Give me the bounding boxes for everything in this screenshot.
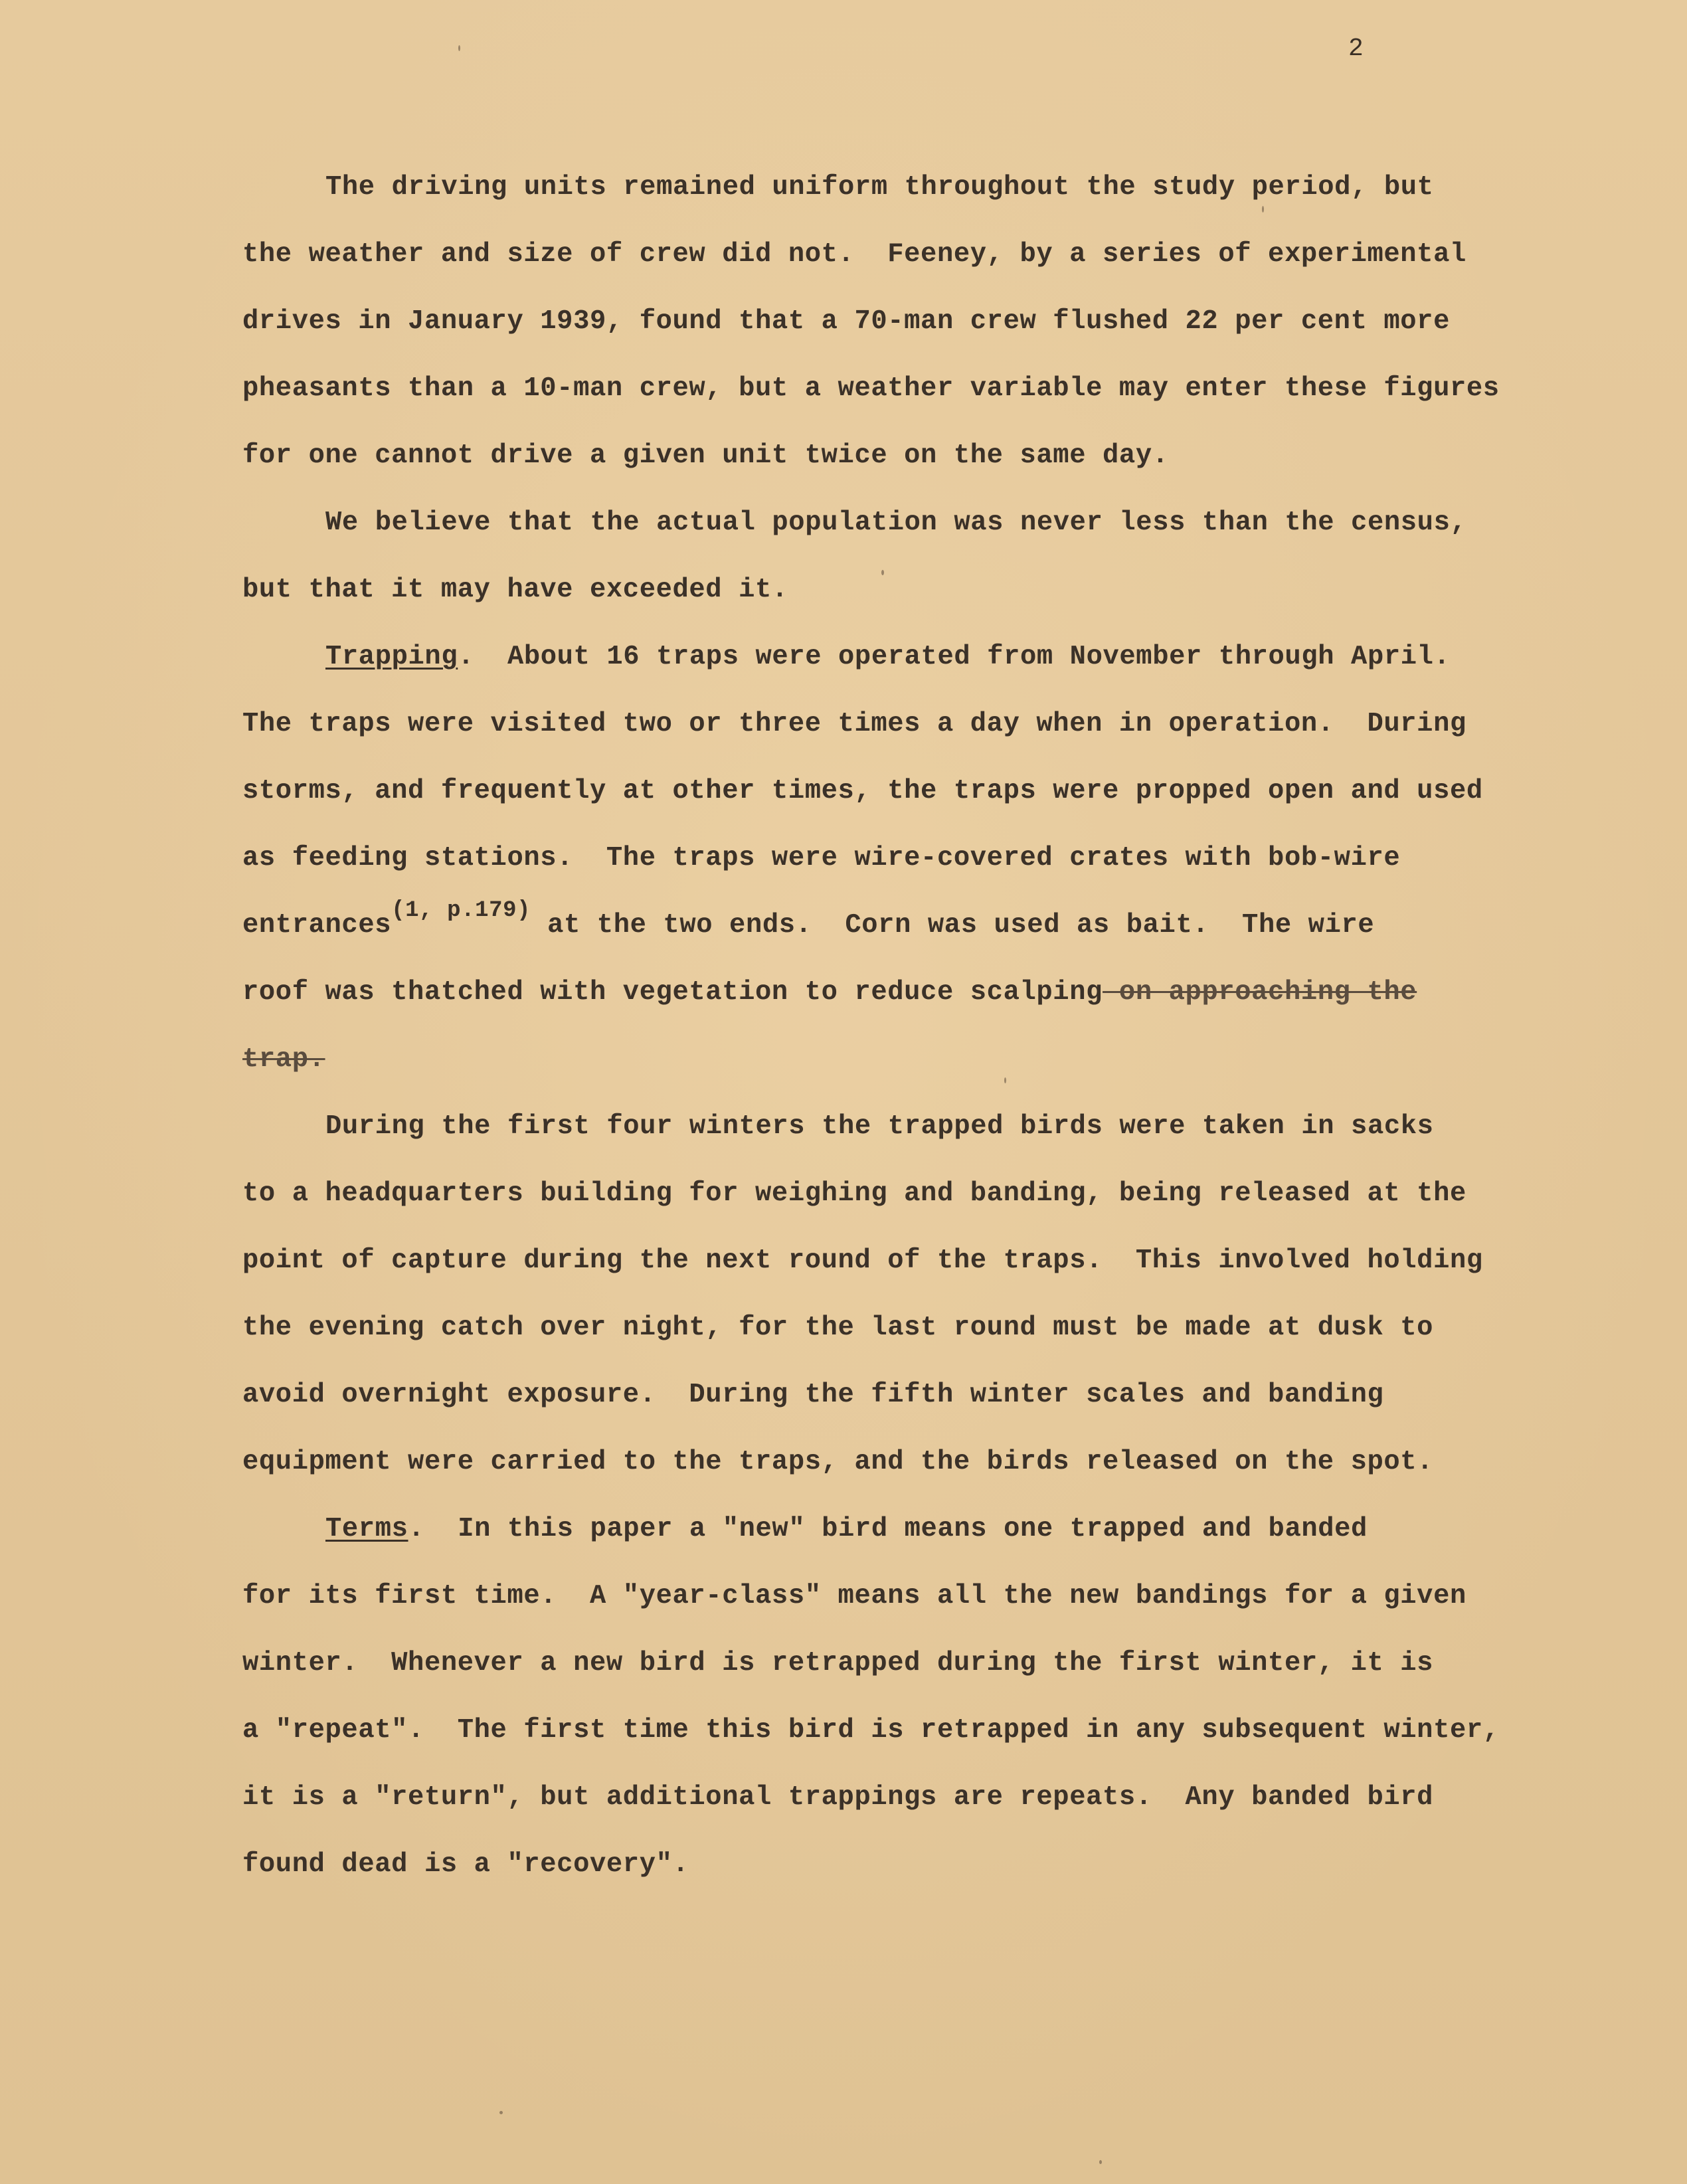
citation-superscript: (1, p.179): [391, 898, 531, 923]
text-line: a "repeat". The first time this bird is retrapped in any subsequent winter,: [242, 1715, 1500, 1746]
text-line: it is a "return", but additional trappings are repeats. Any banded bird: [242, 1782, 1434, 1813]
text-line: as feeding stations. The traps were wire-covered crates with bob-wire: [242, 843, 1401, 873]
text-line: [242, 979, 1417, 1006]
text-line: The traps were visited two or three times a day when in operation. During: [242, 709, 1466, 739]
text-line: for its first time. A "year-class" means all the new bandings for a given: [242, 1581, 1466, 1611]
text-line: the evening catch over night, for the last round must be made at dusk to: [242, 1313, 1434, 1343]
text-run: . In this paper a "new" bird means one trapped and banded: [408, 1514, 1368, 1544]
text-line: winter. Whenever a new bird is retrapped during the first winter, it is: [242, 1648, 1434, 1679]
text-line: drives in January 1939, found that a 70-man crew flushed 22 per cent more: [242, 306, 1450, 337]
paper-speck: [458, 45, 460, 51]
paper-speck: [1099, 2160, 1102, 2164]
page-number: 2: [1348, 35, 1364, 63]
text-run: roof was thatched with vegetation to reduce scalping: [242, 977, 1103, 1008]
paper-speck: [881, 570, 884, 575]
struck-text: on approaching the: [1103, 977, 1417, 1008]
section-heading-terms: Terms: [325, 1514, 408, 1544]
section-heading-trapping: Trapping: [325, 642, 458, 672]
text-line: found dead is a "recovery".: [242, 1849, 689, 1880]
text-line: [325, 1516, 1368, 1543]
struck-text: trap.: [242, 1044, 325, 1075]
text-line: the weather and size of crew did not. Feeney, by a series of experimental: [242, 239, 1466, 270]
text-line: [242, 1046, 325, 1073]
text-line: [325, 644, 1450, 671]
text-line: equipment were carried to the traps, and the birds released on the spot.: [242, 1447, 1434, 1477]
text-line: avoid overnight exposure. During the fifth winter scales and banding: [242, 1380, 1384, 1410]
paper-speck: [1262, 206, 1264, 213]
text-line: but that it may have exceeded it.: [242, 575, 788, 605]
text-run: entrances: [242, 910, 392, 941]
text-line: [242, 898, 1375, 941]
text-line: pheasants than a 10-man crew, but a weather variable may enter these figures: [242, 373, 1500, 404]
text-line: to a headquarters building for weighing and banding, being released at the: [242, 1178, 1466, 1209]
text-line: The driving units remained uniform throughout the study period, but: [325, 172, 1434, 203]
text-run: at the two ends. Corn was used as bait. The wire: [531, 910, 1375, 941]
text-line: point of capture during the next round of the traps. This involved holding: [242, 1245, 1483, 1276]
paper-speck: [1004, 1077, 1006, 1083]
text-line: storms, and frequently at other times, the traps were propped open and used: [242, 776, 1483, 806]
text-line: During the first four winters the trapped birds were taken in sacks: [325, 1111, 1434, 1142]
text-line: for one cannot drive a given unit twice on the same day.: [242, 440, 1169, 471]
text-line: We believe that the actual population was never less than the census,: [325, 507, 1467, 538]
text-run: . About 16 traps were operated from November through April.: [458, 642, 1451, 672]
paper-speck: [499, 2111, 503, 2114]
